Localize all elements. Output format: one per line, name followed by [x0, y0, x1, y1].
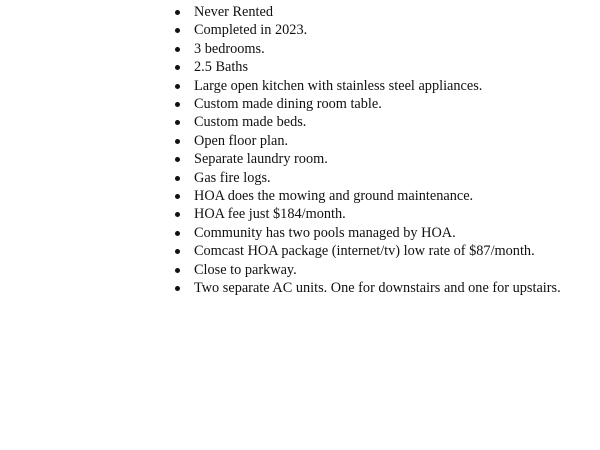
- list-item: Two separate AC units. One for downstairs and one for upstairs.: [172, 279, 572, 297]
- list-item: Large open kitchen with stainless steel appliances.: [172, 77, 572, 95]
- list-item: 3 bedrooms.: [172, 40, 572, 58]
- features-list: [172, 3, 572, 298]
- list-item: HOA fee just $184/month.: [172, 205, 572, 223]
- list-item: HOA does the mowing and ground maintenance.: [172, 187, 572, 205]
- list-item: Gas fire logs.: [172, 169, 572, 187]
- list-item: Completed in 2023.: [172, 21, 572, 39]
- list-item: Never Rented: [172, 3, 572, 21]
- list-item: Custom made dining room table.: [172, 95, 572, 113]
- list-item: Community has two pools managed by HOA.: [172, 224, 572, 242]
- list-item: Custom made beds.: [172, 113, 572, 131]
- list-item: Open floor plan.: [172, 132, 572, 150]
- list-item: 2.5 Baths: [172, 58, 572, 76]
- list-item: Comcast HOA package (internet/tv) low rate of $87/month.: [172, 242, 572, 260]
- list-item: Close to parkway.: [172, 261, 572, 279]
- list-item: Separate laundry room.: [172, 150, 572, 168]
